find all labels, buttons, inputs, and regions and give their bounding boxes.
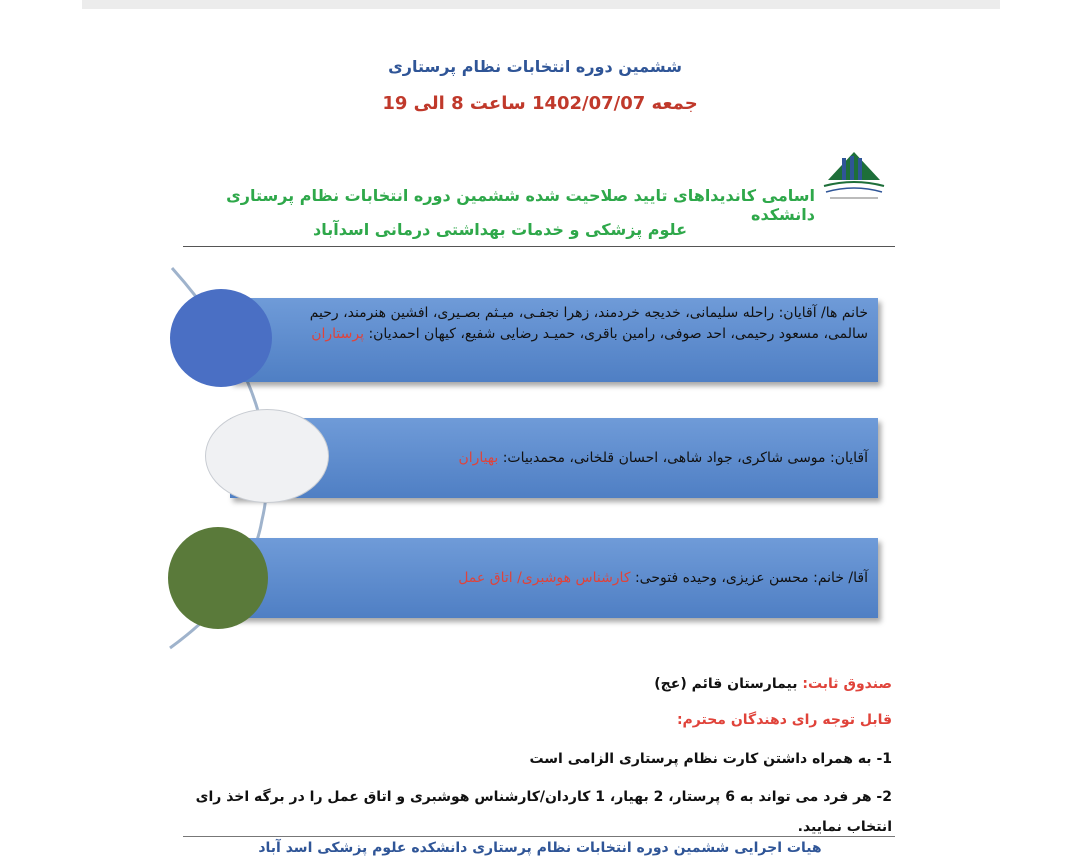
footer-text: هیات اجرایی ششمین دوره انتخابات نظام پرستاری دانشکده علوم پزشکی اسد آباد bbox=[258, 840, 822, 856]
notice-item-1: 1- به همراه داشتن کارت نظام پرستاری الزامی است bbox=[529, 751, 892, 767]
notice-title: قابل توجه رای دهندگان محترم: bbox=[676, 712, 892, 728]
ballot-box-line bbox=[654, 676, 892, 692]
white-circle-marker bbox=[205, 409, 329, 503]
ballot-box-label: صندوق ثابت: bbox=[802, 676, 892, 692]
ballot-box-value: بیمارستان قائم (عج) bbox=[654, 676, 798, 692]
anesthesia-names: آقا/ خانم: محسن عزیزی، وحیده فتوحی: bbox=[634, 570, 868, 586]
candidates-heading-line1: اسامی کاندیداهای تایید صلاحیت شده ششمین دوره انتخابات نظام پرستاری دانشکده bbox=[226, 186, 815, 224]
anesthesia-role: کارشناس هوشبری/ اتاق عمل bbox=[458, 570, 631, 586]
notice-item-2: 2- هر فرد می تواند به 6 پرستار، 2 بهیار، 1 کاردان/کارشناس هوشبری و اتاق عمل را در برگه اخذ رای انتخاب نمایید. bbox=[195, 789, 892, 835]
nurses-role: پرستاران bbox=[311, 326, 364, 342]
date-line: جمعه 1402/07/07 ساعت 8 الی 19 bbox=[382, 93, 698, 114]
green-circle-marker bbox=[168, 527, 268, 629]
nursing-logo-icon bbox=[820, 150, 888, 204]
practical-nurses-names: آقایان: موسی شاکری، جواد شاهی، احسان قلخانی، محمدبیات: bbox=[502, 450, 868, 466]
heading-divider bbox=[183, 246, 895, 247]
nurses-names: خانم ها/ آقایان: راحله سلیمانی، خدیجه خردمند، زهرا نجفـی، میـثم بصـیری، افشین هنرمند، رحیم سالمی، مسعود رحیمی، احد صوفی، رامین باقری، حمیـد رضایی شفیع، کیهان احمدیان: bbox=[309, 305, 868, 342]
nurses-band bbox=[230, 298, 878, 382]
practical-nurses-role: بهیاران bbox=[458, 450, 499, 466]
footer-divider bbox=[183, 836, 895, 837]
page-title: ششمین دوره انتخابات نظام پرستاری bbox=[388, 57, 682, 76]
candidates-heading-line2: علوم پزشکی و خدمات بهداشتی درمانی اسدآباد bbox=[313, 220, 687, 239]
anesthesia-band bbox=[230, 538, 878, 618]
blue-circle-marker bbox=[170, 289, 272, 387]
top-bar bbox=[82, 0, 1000, 9]
